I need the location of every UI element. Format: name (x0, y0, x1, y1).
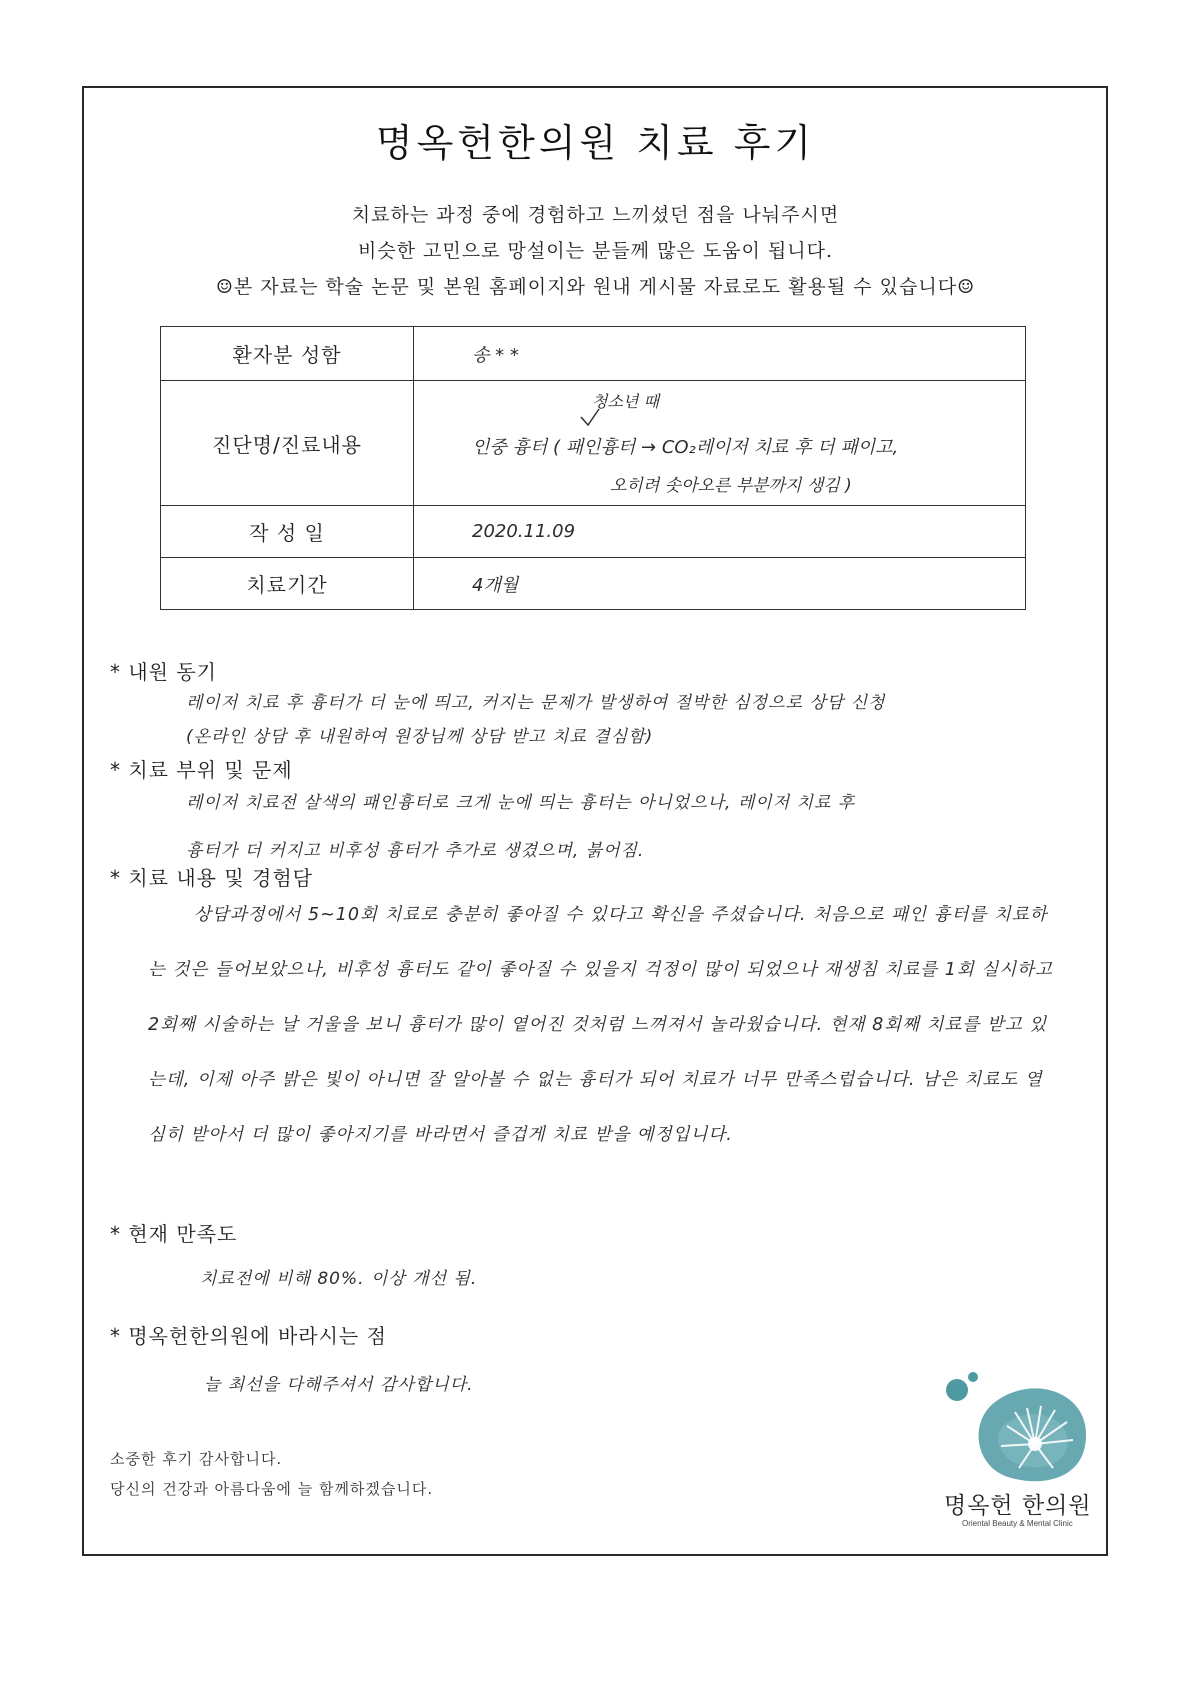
logo-tagline: Oriental Beauty & Mental Clinic (962, 1519, 1073, 1528)
intro-line-1: 치료하는 과정 중에 경험하고 느끼셨던 점을 나눠주시면 (351, 204, 840, 226)
intro-line-3: ☺본 자료는 학술 논문 및 본원 홈페이지와 원내 게시물 자료로도 활용될 수 있습니다☺ (215, 276, 976, 298)
date-value: 2020.11.09 (414, 506, 1026, 558)
name-value: 송 * * (414, 327, 1026, 381)
name-label: 환자분 성함 (161, 327, 414, 381)
intro-line-2: 비슷한 고민으로 망설이는 분들께 많은 도움이 됩니다. (357, 240, 834, 262)
closing-line-2: 당신의 건강과 아름다움에 늘 함께하겠습니다. (110, 1480, 434, 1498)
motive-heading: * 내원 동기 (110, 660, 217, 684)
patient-info-table (160, 326, 1026, 610)
diagnosis-line-2: 오히려 솟아오른 부분까지 생김 ) (610, 476, 852, 496)
closing-line-1: 소중한 후기 감사합니다. (110, 1450, 283, 1468)
motive-line-2: (온라인 상담 후 내원하여 원장님께 상담 받고 치료 결심함) (186, 727, 654, 747)
logo-name: 명옥헌 한의원 (944, 1493, 1092, 1519)
period-label: 치료기간 (161, 558, 414, 610)
area-line-1: 레이저 치료전 살색의 패인흉터로 크게 눈에 띄는 흉터는 아니었으나, 레이저 치료 후 (186, 793, 856, 813)
diagnosis-line-1: 인중 흉터 ( 패인흉터 → CO₂레이저 치료 후 더 패이고, (472, 437, 899, 458)
page-title: 명옥헌한의원 치료 후기 (375, 121, 816, 165)
satisfaction-text: 치료전에 비해 80%. 이상 개선 됨. (200, 1269, 478, 1289)
area-heading: * 치료 부위 및 문제 (110, 758, 293, 782)
story-text: 상담과정에서 5~10회 치료로 충분히 좋아질 수 있다고 확신을 주셨습니다. 처음으로 패인 흉터를 치료하는 것은 들어보았으나, 비후성 흉터도 같이 좋아질 수 있을지 걱정이 많이 되었으나 재생침 치료를 1회 실시하고 2회째 시술하는 날 거울을 보니 흉터가 많이 옅어진 것처럼 느껴져서 놀라웠습니다. 현재 8회째 치료를 받고 있는데, 이제 아주 밝은 빛이 아니면 잘 알아볼 수 없는 흉터가 되어 치료가 너무 만족스럽습니다. 남은 치료도 열심히 받아서 더 많이 좋아지기를 바라면서 즐겁게 치료 받을 예정입니다. (148, 905, 1053, 1145)
wish-heading: * 명옥헌한의원에 바라시는 점 (110, 1324, 387, 1348)
motive-line-1: 레이저 치료 후 흉터가 더 눈에 띄고, 커지는 문제가 발생하여 절박한 심정으로 상담 신청 (186, 693, 886, 713)
story-heading: * 치료 내용 및 경험담 (110, 866, 313, 890)
diagnosis-cell (414, 381, 1026, 506)
area-line-2: 흉터가 더 커지고 비후성 흉터가 추가로 생겼으며, 붉어짐. (186, 841, 645, 861)
period-value: 4개월 (414, 558, 1026, 610)
insertion-mark-icon (579, 407, 601, 427)
diagnosis-note: 청소년 때 (592, 392, 659, 411)
satisfaction-heading: * 현재 만족도 (110, 1222, 238, 1246)
wish-text: 늘 최선을 다해주셔서 감사합니다. (204, 1375, 474, 1395)
date-label: 작 성 일 (161, 506, 414, 558)
diagnosis-label: 진단명/진료내용 (161, 381, 414, 506)
